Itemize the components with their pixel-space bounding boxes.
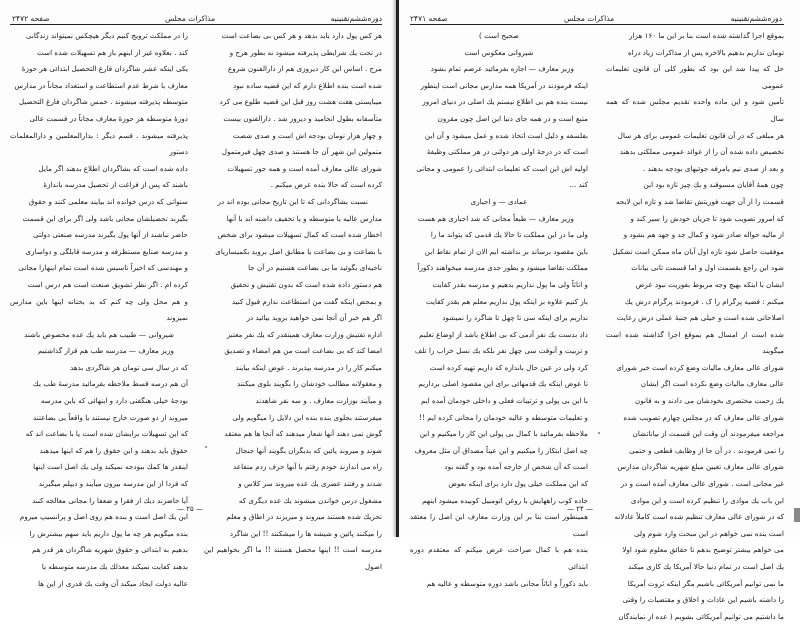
text-line: بفلسفه و دلیل است اتخاذ شده و عمل میشود و آن این [424,130,588,140]
header-title: مذاکرات مجلس [563,14,615,23]
text-line: شده است بنده اطلاع دارم که این قضیه ساده نبود [232,80,382,90]
header-title: مذاکرات مجلس [164,14,216,23]
text-line: باید ذکوراً و اناثاً مجانی باشد دوره متوسطه و عالیه هم [426,578,588,588]
text-line: میروند از دو صورت خارج نیستند یا واقعاً بی بضاعتند [33,412,188,422]
text-line: اینکه فرمودند در آمریکا همه مدارس مجانی است اینطور [420,80,588,90]
text-line: بگیرند تحصیلشان مجانی باشد ولی اگر برای این قسمت [22,213,188,223]
text-line: را در مملکت ترویج کنیم دیگر هیچکس نمیتواند زندگانی [25,31,188,40]
text-line: شدند و رفتند عصری یك عده میروند سر کلاس و [238,479,382,489]
text-line: هر کس پول دارد باید بدهد و هر کس بی بضاعت است [221,31,382,40]
text-line: موفقیت حاصل شود تازه اول آبان ماه ممکن است تشکیل [612,246,784,256]
session-label: دوره‌ششم‌تقنینیه [330,14,382,23]
text-line: مشغول درس خواندن میشوند یك عده دیگری که [238,495,382,505]
page-number-label: صفحه ۲۴۷۱ [410,14,448,23]
text-line: حل که پیدا شد این بود که بطور کلی آن قانون تعلیمات عمومی [606,64,784,90]
text-line: بودجهٔ خیلی هنگفتی دارد و اینهائی که باین مدرسه [40,396,188,406]
text-line: را نمی فرمودند . در آن جا از وظایف قطعی و حتمی [629,445,784,455]
text-line: ما داشتیم می توانیم آمریکائی بشویم ( عده از نمایندگان [618,611,784,621]
text-line: داد بدست یك نفر آدمی که بی اطلاع باشد از اوضاع تعلیم [419,329,588,339]
text-line: مدارس عالیه یا متوسطه و یا تخفیف داشته اند با آنها [226,213,382,223]
text-line: از مالیه حواله صادر شود و کمال جد و جهد هم بشود و [623,230,784,240]
text-line: کرده ام . اگر نظر تشویق صنعت است هم درس است [27,279,188,289]
text-line: شیروانی — طبیب هم باید یك عده مخصوص باشند [24,329,174,339]
text-line: شورای عالی معارف مالیات وضع کرده است خیر شورای [616,362,784,372]
text-line: کرده است که حالا بنده عرض میکنم . [270,180,382,190]
text-line: میکنم : قضیه پرگرام را ک . فرمودند پرگرام درش یك [624,296,784,306]
text-line: تأمین شود و این ماده واحده تقدیم مجلس شده که همه سال [606,97,784,123]
text-line: متأسفانه بطول انجامید و دیروز شد . دارالفنون بیست [223,113,382,123]
text-line: این یك اصل است و بنده هم روی اصل و پرانسیپ میروم [19,512,188,522]
text-line: است که آن شخص از خارجه آمده بود و گفته بود [444,462,588,472]
text-line: اولیه اش این است که تعلیمات ابتدائی را عمومی و مجانی [416,163,588,173]
text-line: غیر مجانی است . شورای عالی معارف آمده است و در [620,479,784,489]
text-line: عمادی — و اجباری [470,196,528,206]
page-header [410,11,782,23]
text-line: بدهیم به ابتدائی و حقوق شهریه شاگردان هر قدر هم [32,545,188,555]
text-line: و تربیت و آنوقت سی چهل نفر بلکه یك نسل خراب را تلف [414,346,588,356]
text-line: هر مبلغی که در آن قانون تعلیمات عمومی برای هر سال [617,130,784,140]
column-right [204,28,382,571]
text-line: هم دستور داده شده است که بدون تفتیش و تحقیق [230,279,382,289]
text-line: پذیرفته میشوند . قسم دیگر : بدارالمعلمین و دارالمعلمات دستور [10,130,188,157]
text-line: وزیر معارف — اجازه بفرمائید عرضم تمام بشود [430,64,574,74]
text-line: ملاحظه بفرمائید با کمال بی پولی این کار را میکنیم و این [419,429,588,439]
text-line: شورای عالی معارف آمده است و همه جور تسهیلات [227,163,382,173]
text-line: چون همهٔ آقایان مسبوقند و یك چیز تازه بود این [643,180,784,190]
text-line: که امروز تصویب شود تا جریان خودش را سیر کند و [630,213,784,223]
column-right [606,28,784,621]
text-line: همینطور است بنا بر این وزارت معارف این اصل را معتقد است [410,512,588,538]
header-divider [10,24,382,25]
text-line: امضا کند که بی بضاعت است من هم امضاء و تصدیق [224,346,382,356]
text-line: مراجعه میفرمودند آن وقت این قسمت از بیاناتشان [632,429,784,439]
text-line: که این مملکت خیلی پول دارد برای اینکه بعوض [448,479,588,489]
text-line: کند . بعلاوه غیر از اینهم باز هم تسهیلات شده است [37,47,188,57]
text-line: اداره تفتیش وزارت معارف همینقدر که یك نفر معتبر [226,329,382,339]
text-line: شیروانی معکوس است [464,47,534,57]
text-line: عالی معارف مالیات وضع نکرده است اگر ایشان [640,379,784,389]
page-footer-number: — ۲۵ — [177,505,203,513]
text-line: میبایستی هفت هشت روز قبل این قضیه طلوع می کرد [219,97,382,107]
page-footer-number: — ۲۴ — [567,505,593,513]
text-line: یکی اینکه عشر شاگردان فارغ التحصیل ابتدائی هر حوزهٔ [21,64,188,74]
text-line: ما نمی توانیم آمریکائی باشیم مگر اینکه ثروت آمریکا [627,578,784,588]
column-left [10,28,188,588]
text-line: و اناثاً ولی ما پول نداریم بدهیم و مدرسه بقدر کفایت [432,279,588,289]
scan-speck [598,432,600,434]
text-line: شورای عالی معارف تعیین مبلغ شهریه شاگردان مدارس [617,462,784,472]
text-line: مدرسه است !! اینها محصل هستند !! ما اگر بخواهیم این اصول [204,545,382,571]
text-line: را میکنند پائین و شیشه ها را میشکنند !! این شاگرد [229,528,382,538]
text-line: بنده هم با کمال صراحت عرض میکنم که معتقدم دوره ابتدائی [410,545,588,571]
text-line: اگر هم خبر آن آنجا نمی خواهید بروید بیائید در [246,313,382,323]
text-line: ولی ما در این مملکت تا حالا یك قدمی که بتواند ما را [430,230,588,240]
text-line: که این تسهیلات برایشان شده است یا با بضاعت اند که [25,429,188,439]
text-line: و مهندسی که اخیراً تاسیس شده است تمام اینهارا مجانی [18,263,188,273]
book-spine [396,0,399,537]
text-line: سنواتی که درس خوانده اند بیایند معلمی کنند و حقوق [28,196,188,206]
text-line: و هم محل ولی چه کنم که بد بختانه اینها باین مدارس نمیروند [10,296,188,323]
text-line: بدهند کفایت نمیکند معذلك یك مدرسه متوسطه یا [41,562,188,571]
page-header [12,11,382,23]
text-line: وزیر معارف — مدرسه طب هم قرار گذاشتیم [37,346,174,356]
text-line: تا عوض اینکه یك قدمهائی برای این مقصود اصلی برداریم [418,379,588,389]
header-divider [410,24,784,25]
text-line: تومان نداریم بدهیم بالاخره پس از مذاکرات زیاد دراه [627,47,784,57]
text-line: آیا حاضرند دیك از فقرا و ضعفا را مجانی معالجه کنند [32,495,188,505]
text-line: و چهار هزار تومان بودجه اش است و صدی شصت [232,130,382,140]
page-number-label: صفحه ۲۴۷۲ [12,14,50,23]
text-line: در تحت یك شرایطی پذیرفته میشود نه بطور هرج و [229,47,382,57]
text-line: بموقع اجرا گذاشته شده است بنا بر این ما ۱۶۰ هزار [629,31,784,40]
text-line: نداریم برای اینکه سی تا چهل تا شاگرد را نمیشود [442,313,588,323]
text-line: که در سال سی تومان هر شاگردی بدهد [70,362,188,372]
text-line: ناحیه‌ای بگوئید ما بی بضاعت هستیم در آن جا [248,263,382,273]
text-line: نیست بنده هم بی اطلاع نیستم یك اصلی در دنیای امروز [422,97,588,107]
text-line: باشند که پس از فراغت از تحصیل مدرسه باندازهٔ [43,180,188,190]
text-line: این باب یك موادی را تنظیم کرده است و این موادی [631,495,784,505]
text-line: صحیح است ) [478,31,519,40]
text-line: بنده میگویم هر چه ما پول داریم باید سهم بیشترش را [29,528,188,538]
text-line: وزیر معارف — طبعاً مجانی که شد اجباری هم هست [417,213,574,223]
text-line: شود این راجع بقسمت اول و اما قسمت ثانی بیانات [631,263,784,273]
text-line: یك اصل است در تمام دنیا حالا آمریکا یك کاری میکند [628,562,784,571]
text-line: چه اصل ابتکار را میکنیم و این عیناً مصداق آن مثل معروف [414,445,588,455]
text-line: اینقدر ها کمك ببودجه نمیکند ولی یك اصل است اینها [33,462,188,472]
text-line: و تعلیمات متوسطه و عالیه خودمان را مجانی کرده ایم !! [419,412,588,422]
session-label: دوره‌ششم‌تقنینیه [730,14,782,23]
text-line: و بعد از صدی نیم یامرفه جوئیهای بودجه بدهند . [643,163,784,173]
text-line: میکنم کار را در مدرسه بپذیرند . عوض اینکه بیایند [235,362,382,372]
text-line: میفرستند بجلوی بنده بنده این دلایل را میگویم ولی [232,412,382,422]
text-line: راه می اندازند خودم رفتم با آنها حرف زدم متفاعد [233,462,382,472]
text-line: متبع است و در همه جای دنیا این اصل چون مقرون [437,113,588,123]
text-line: است که در درجهٔ اولی هر دولتی در هر مملکتی وظیفهٔ [426,147,588,157]
text-line: با این بی پولی و ترتیبات فعلی و داخلی خودمان آمده ایم [420,396,588,406]
text-line: تحریك شده هستند میروند و میریزند در اطاق و معلم [226,512,382,522]
text-line: متمولین این شهر آن جا هستند و صدی چهل فیرمتمول [221,147,382,157]
text-line: و معقولانه مطالب خودشان را بگویند بلوی میکنند [236,379,382,389]
text-line: آن هم درسه قسط ملاحظه بفرمائید مدرسهٔ طب یك [32,379,188,389]
text-line: مرج . اساس این کار دیروزی هم از دارالفنون شروع [227,64,382,74]
text-line: می خواهم بیشتر توضیح بدهم تا حقائق معلوم شود اولا [622,545,784,555]
text-line: که در شورای عالی معارف تنظیم شده است کاملاً عادلانه [614,512,784,522]
text-line: شوند و میروند پائین که بدیگران بگویند آنها جنجال [235,445,382,455]
text-line: حاضر نباشند از آنها پول بگیرند مدرسه صنعتی دولتی [33,230,188,240]
scan-edge-mark [794,508,800,522]
text-line: کند ... [569,180,588,190]
text-line: را داشته باشیم این عادات و اخلاق و مقتضیات را وقتی [622,595,784,605]
text-line: معارف با شرط عدم استطاعت و استعداد مجاناً در مدارس [14,80,188,90]
text-line: کرد ولی در عین حال باندازه که داریم تهیه کرده است [429,362,588,372]
text-line: و مدرسه صنایع مستظرفه و مدرسه قابلگی و دواسازی [25,246,188,256]
text-line: قسمت را از آن جهت فوریتش تقاضا شد و تازه این لایحه [615,196,784,206]
text-line: یك زحمت مختصری بخودشان می دادند و به قانون [635,396,784,406]
text-line: و بمحض اینکه گفت من استطاعت ندارم قبول کنید [231,296,382,306]
text-line: با بضاعت و بی بضاعت یا مطابق اصل بروید بکمیساریای [215,246,382,256]
text-line: داده شده است که بشاگردان اطلاع بدهند اگر مایل [38,163,188,173]
text-line: ایشان با اینکه بهیچ وجه مربوط بفوریت نبود عرض [635,279,784,289]
scan-speck [205,446,207,448]
text-line: نسبت بشاگردانی که تا این تاریخ مجانی بوده اند در [217,196,368,206]
text-line: شده است از امسال هم بموقع اجرا گذاشته شده است میگویند [606,329,784,356]
text-line: گوش نمی دهند آنها شعار میدهند که آنجا ها هم معتقد [224,429,382,439]
text-line: اخطار شده است که کمال تسهیلات میشود برای شخص [217,230,382,240]
text-line: دورهٔ متوسطه هر حوزهٔ معارف مجاناً در قسمت عالی [29,113,188,123]
text-line: جاده کوب راههایش با روغن اتومبیل کوبیده میشود اینهم [422,495,588,505]
text-line: مملکت تقاضا میشود و بطور جدی مدرسه میخواهند ذکوراً [417,263,588,273]
text-line: باین مقصود برساند بر نداشته ایم الان از تمام نقاط این [424,246,588,256]
text-line: باز کنیم علاوه بر اینکه پول نداریم معلم هم بقدر کفایت [425,296,588,306]
page-2472 [0,0,400,588]
text-line: متوسطه پذیرفته میشوند . خمس شاگردان فارغ التحصیل [19,97,188,107]
text-line: است بنده نمی خواهم در این مبحث وارد شوم ولی [633,528,784,538]
page-2471 [400,0,800,621]
text-line: شورای عالی معارف که در مجلس چهارم تصویب شده [623,412,784,422]
text-line: حقوق باید بدهند و این حقوق را هم که اینها میدهند [39,445,188,455]
text-line: که فردا از این مدرسه بیرون میآیند و دیپلم میگیرند [38,479,188,489]
text-line: عالیه دولت ایجاد میکند آن وقت یك قدری از این ها [38,578,188,588]
text-line: اصلاحاتی شده است و خیلی هم جنبهٔ عملی درش رعایت [616,313,784,323]
text-line: تخصیص داده شده آن را از عوائد عمومی مملکتی بدهند [619,147,784,157]
text-line: و میآیند بوزارت معارف . و سه نفر شاهدند [255,396,382,406]
